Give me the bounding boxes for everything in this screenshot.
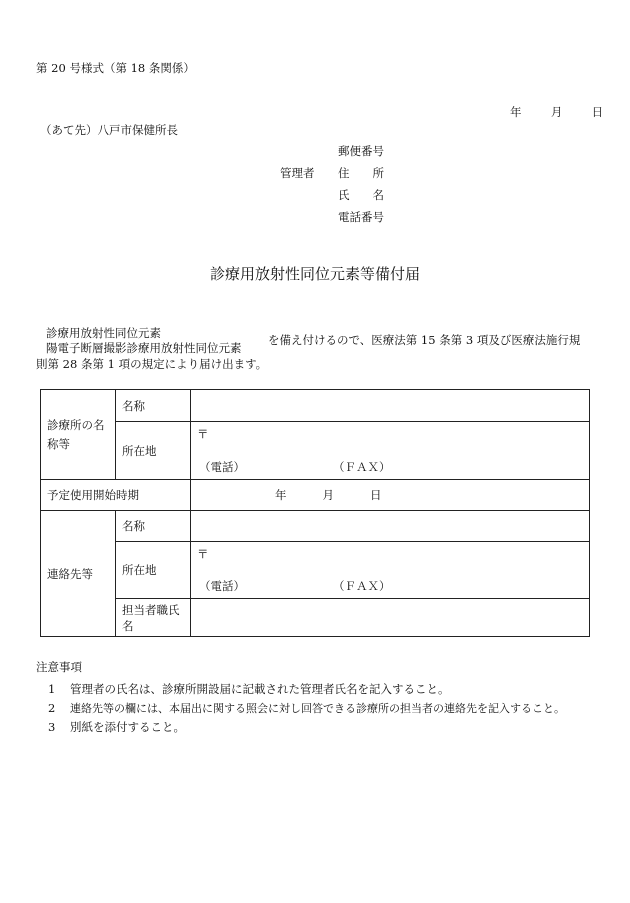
clinic-group-label: 診療所の名称等	[41, 390, 116, 480]
contact-group-label: 連絡先等	[41, 511, 116, 637]
postal-mark: 〒	[197, 427, 209, 441]
clinic-location-label: 所在地	[116, 422, 191, 480]
clinic-tel-label: （電話）	[199, 460, 245, 474]
note-number: 2	[48, 701, 56, 715]
postal-mark: 〒	[197, 547, 209, 561]
clinic-fax-label: （ＦＡＸ）	[333, 460, 391, 474]
note-number: 3	[48, 720, 56, 734]
note-text: 管理者の氏名は、診療所開設届に記載された管理者氏名を記入すること。	[70, 682, 450, 696]
isotope-option-2: 陽電子断層撮影診療用放射性同位元素	[46, 341, 242, 355]
contact-name-field[interactable]	[191, 511, 590, 542]
manager-label: 管理者	[280, 166, 315, 180]
note-item	[48, 719, 185, 735]
person-label: 担当者職氏名	[116, 599, 191, 637]
manager-postal-label: 郵便番号	[338, 144, 384, 158]
start-year: 年	[275, 488, 287, 502]
contact-name-label: 名称	[116, 511, 191, 542]
note-text: 別紙を添付すること。	[70, 720, 185, 734]
clinic-name-field[interactable]	[191, 390, 590, 422]
start-month: 月	[322, 488, 334, 502]
note-number: 1	[48, 682, 56, 696]
date-year: 年	[510, 105, 522, 119]
start-date-label: 予定使用開始時期	[41, 480, 191, 511]
contact-fax-label: （ＦＡＸ）	[333, 579, 391, 593]
start-day: 日	[370, 488, 382, 502]
person-field[interactable]	[191, 599, 590, 637]
date-day: 日	[591, 105, 604, 119]
start-date-field[interactable]	[191, 480, 590, 511]
addressee: （あて先）八戸市保健所長	[40, 123, 178, 137]
manager-name-label: 氏 名	[338, 188, 384, 202]
clinic-name-label: 名称	[116, 390, 191, 422]
manager-address-label: 住 所	[338, 166, 384, 180]
note-text: 連絡先等の欄には、本届出に関する照会に対し回答できる診療所の担当者の連絡先を記入すること。	[70, 702, 565, 715]
manager-phone-label: 電話番号	[338, 210, 384, 224]
declaration-line-2: 則第 28 条第 1 項の規定により届け出ます。	[36, 357, 268, 371]
declaration-line-1: を備え付けるので、医療法第 15 条第 3 項及び医療法施行規	[268, 333, 581, 347]
form-number: 第 20 号様式（第 18 条関係）	[36, 61, 195, 75]
isotope-option-1: 診療用放射性同位元素	[46, 326, 161, 340]
submission-date	[510, 104, 603, 120]
contact-location-label: 所在地	[116, 542, 191, 599]
date-month: 月	[550, 105, 563, 119]
form-table	[40, 389, 590, 637]
page-title: 診療用放射性同位元素等備付届	[209, 265, 420, 283]
contact-tel-label: （電話）	[199, 579, 245, 593]
clinic-location-field[interactable]	[191, 422, 590, 480]
contact-location-field[interactable]	[191, 542, 590, 599]
notes-heading: 注意事項	[36, 660, 82, 674]
note-item	[48, 700, 565, 716]
note-item	[48, 681, 450, 697]
